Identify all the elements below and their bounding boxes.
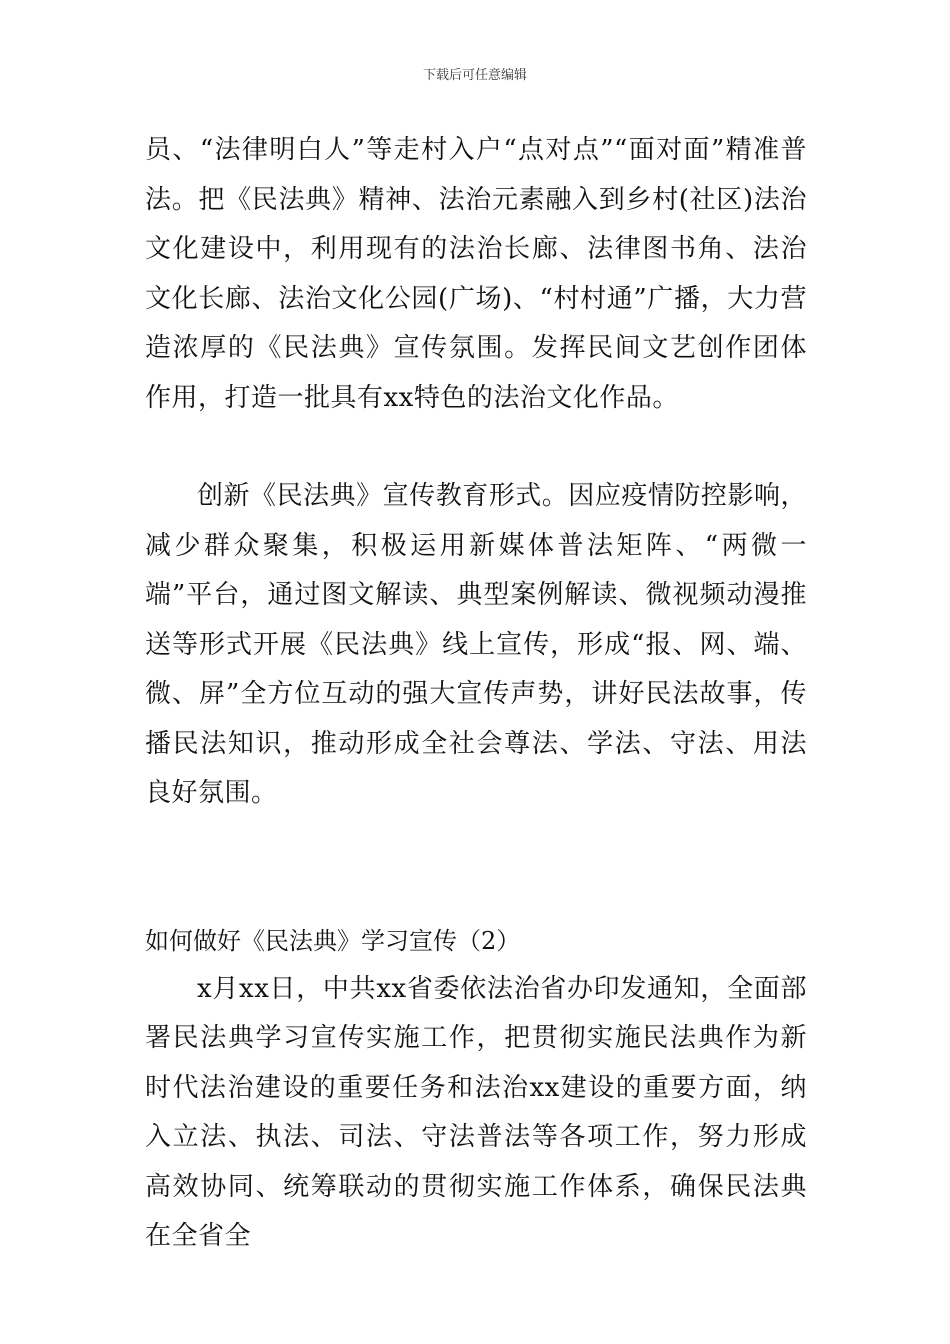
paragraph-3: x月xx日，中共xx省委依法治省办印发通知，全面部署民法典学习宣传实施工作，把贯彻实施民法典作为新时代法治建设的重要任务和法治xx建设的重要方面，纳入立法、执法、司法、守法普法等各项工作，努力形成高效协同、统筹联动的贯彻实施工作体系，确保民法典在全省全	[145, 973, 807, 1251]
document-body	[145, 126, 807, 1262]
section-heading: 如何做好《民法典》学习宣传（2）	[145, 926, 521, 955]
page-header-note: 下载后可任意编辑	[422, 68, 527, 83]
paragraph-2: 创新《民法典》宣传教育形式。因应疫情防控影响，减少群众聚集，积极运用新媒体普法矩阵、“两微一端”平台，通过图文解读、典型案例解读、微视频动漫推送等形式开展《民法典》线上宣传，形成“报、网、端、微、屏”全方位互动的强大宣传声势，讲好民法故事，传播民法知识，推动形成全社会尊法、学法、守法、用法良好氛围。	[145, 481, 807, 808]
section-spacer	[145, 819, 807, 917]
paragraph-1: 员、“法律明白人”等走村入户“点对点”“面对面”精准普法。把《民法典》精神、法治元素融入到乡村(社区)法治文化建设中，利用现有的法治长廊、法律图书角、法治文化长廊、法治文化公园(广场)、“村村通”广播，大力营造浓厚的《民法典》宣传氛围。发挥民间文艺创作团体作用，打造一批具有xx特色的法治文化作品。	[145, 135, 807, 413]
paragraph-spacer	[145, 423, 807, 472]
